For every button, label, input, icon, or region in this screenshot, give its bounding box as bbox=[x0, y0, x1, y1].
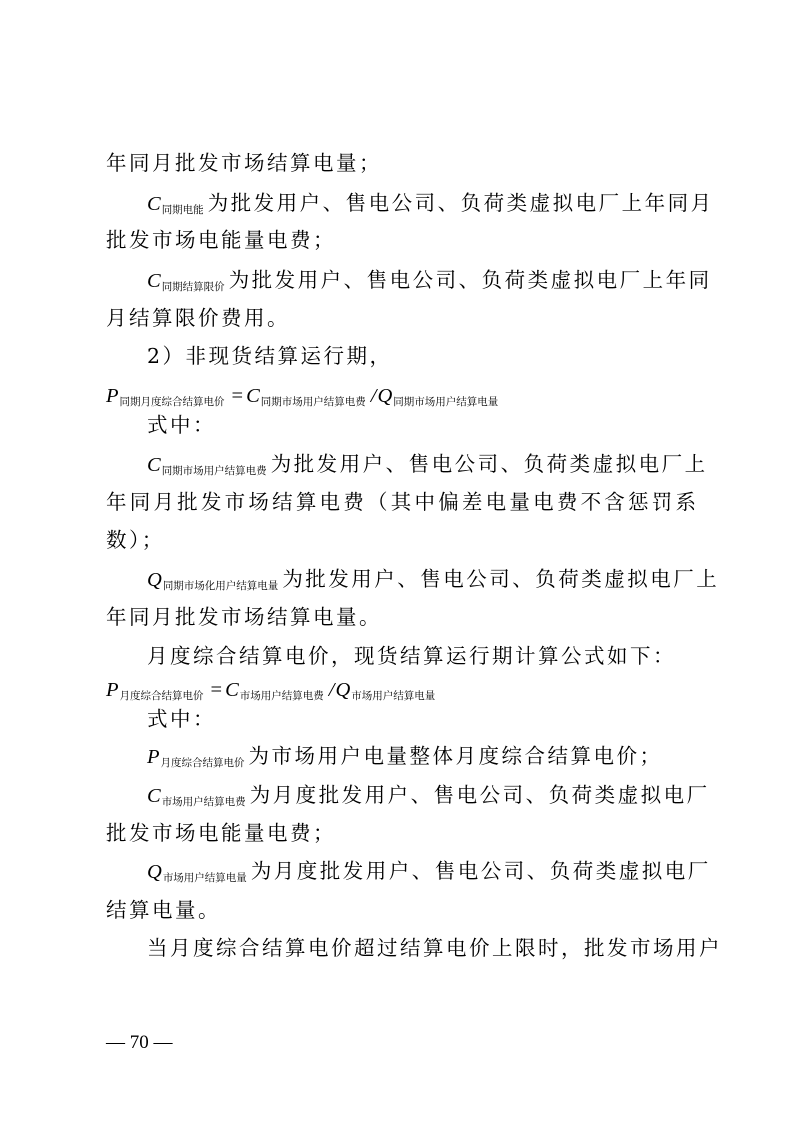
variable-symbol: C bbox=[147, 193, 161, 215]
page-number: — 70 — bbox=[106, 1032, 173, 1053]
definition-line bbox=[147, 266, 712, 298]
definition-line bbox=[147, 742, 696, 774]
definition-text: 为批发用户、售电公司、负荷类虚拟电厂上年同 bbox=[228, 268, 712, 292]
definition-line bbox=[147, 857, 711, 889]
variable-symbol: C bbox=[147, 454, 161, 476]
variable-symbol: P bbox=[147, 746, 160, 768]
variable-subscript: 月度综合结算电价 bbox=[160, 757, 245, 769]
equals-sign: = bbox=[210, 679, 223, 701]
definition-text: 为批发用户、售电公司、负荷类虚拟电厂上 bbox=[270, 452, 708, 476]
definition-line bbox=[147, 565, 720, 597]
formula-line bbox=[106, 675, 696, 707]
variable-subscript: 同期结算限价 bbox=[161, 281, 225, 293]
variable-symbol: C bbox=[147, 270, 161, 292]
text-line: 月度综合结算电价，现货结算运行期计算公式如下： bbox=[147, 644, 676, 668]
definition-line bbox=[147, 189, 714, 221]
text-line: 批发市场电能量电费； bbox=[106, 821, 336, 845]
variable-symbol: Q bbox=[147, 861, 162, 883]
text-line: 年同月批发市场结算电费（其中偏差电量电费不含惩罚系 bbox=[106, 490, 696, 514]
variable-subscript: 同期市场化用户结算电量 bbox=[162, 580, 279, 592]
text-line: 当月度综合结算电价超过结算电价上限时，批发市场用户 bbox=[147, 936, 722, 960]
division-slash: / bbox=[328, 679, 335, 701]
formula-symbol: Q bbox=[377, 385, 393, 407]
text-line: 批发市场电能量电费； bbox=[106, 228, 336, 252]
definition-text: 为批发用户、售电公司、负荷类虚拟电厂上 bbox=[282, 567, 720, 591]
section-heading: 2）非现货结算运行期， bbox=[147, 344, 393, 368]
formula-subscript: 同期市场用户结算电费 bbox=[260, 396, 366, 408]
variable-subscript: 市场用户结算电量 bbox=[162, 872, 247, 884]
equals-sign: = bbox=[231, 385, 244, 407]
definition-text: 为批发用户、售电公司、负荷类虚拟电厂上年同月 bbox=[207, 191, 714, 215]
formula-symbol: C bbox=[225, 679, 239, 701]
variable-subscript: 同期市场用户结算电费 bbox=[161, 465, 267, 477]
definition-text: 为市场用户电量整体月度综合结算电价； bbox=[248, 744, 663, 768]
definition-text: 为月度批发用户、售电公司、负荷类虚拟电厂 bbox=[249, 783, 710, 807]
division-slash: / bbox=[370, 385, 377, 407]
formula-line bbox=[106, 381, 696, 413]
variable-subscript: 市场用户结算电费 bbox=[161, 796, 246, 808]
definition-text: 为月度批发用户、售电公司、负荷类虚拟电厂 bbox=[250, 859, 711, 883]
text-line: 式中： bbox=[147, 707, 216, 731]
text-line: 年同月批发市场结算电量； bbox=[106, 151, 382, 175]
formula-symbol: P bbox=[106, 385, 119, 407]
formula-symbol: C bbox=[246, 385, 260, 407]
variable-symbol: Q bbox=[147, 569, 162, 591]
text-line: 结算电量。 bbox=[106, 898, 221, 922]
text-line: 数）； bbox=[106, 528, 165, 552]
variable-subscript: 同期电能 bbox=[161, 204, 204, 216]
text-line: 式中： bbox=[147, 413, 216, 437]
definition-line bbox=[147, 450, 708, 482]
formula-subscript: 市场用户结算电费 bbox=[239, 690, 324, 702]
formula-subscript: 市场用户结算电量 bbox=[351, 690, 436, 702]
formula-subscript: 同期月度综合结算电价 bbox=[119, 396, 225, 408]
formula-symbol: P bbox=[106, 679, 119, 701]
formula-subscript: 月度综合结算电价 bbox=[119, 690, 204, 702]
definition-line bbox=[147, 781, 710, 813]
text-line: 年同月批发市场结算电量。 bbox=[106, 605, 382, 629]
variable-symbol: C bbox=[147, 785, 161, 807]
formula-symbol: Q bbox=[335, 679, 351, 701]
formula-subscript: 同期市场用户结算电量 bbox=[393, 396, 499, 408]
text-line: 月结算限价费用。 bbox=[106, 306, 290, 330]
